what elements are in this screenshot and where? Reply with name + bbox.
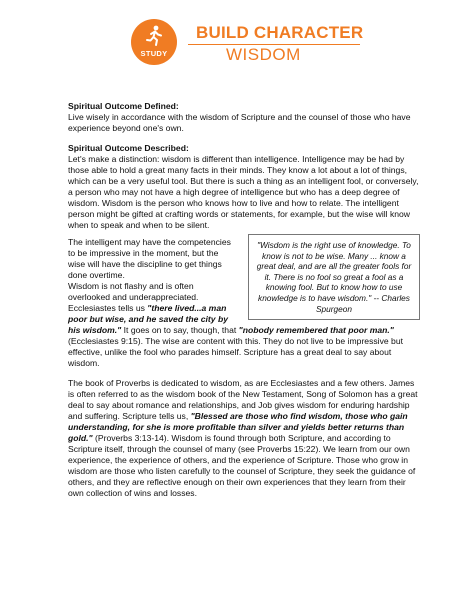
paragraph-4-text-c: (Proverbs 3:13-14). Wisdom is found through both Scripture, and according to Scripture itself, through the counsel of many (see Proverbs 15:22). We learn from our own experience, the experience of others, and the experience of Scripture. Those who grow in wisdom are those who listen carefully to the counsel of Scripture, they seek the guidance of others, and they are reflective enough on their own experiences that they learn from their own collection of wins and losses. xyxy=(68,433,416,498)
running-figure-icon xyxy=(142,24,166,48)
outcome-described-paragraph-2: The intelligent may have the competencies to be impressive in the moment, but the wise will have the discipline to get things done overtime. xyxy=(68,237,231,280)
paragraph-3-text-a: Wisdom is not flashy and is often overlooked and underappreciated. Ecclesiastes tells us xyxy=(68,281,199,313)
paragraph-3-text-c: It goes on to say, though, that xyxy=(121,325,239,335)
ecclesiastes-quote-2: "nobody remembered that poor man." xyxy=(238,325,394,335)
page-title: BUILD CHARACTER xyxy=(196,23,364,42)
spurgeon-quote-box: "Wisdom is the right use of knowledge. To know is not to be wise. Many ... know a great deal, and are all the greater fools for it. There is no fool so great a fool as a knowing fool. But to know how to use knowledge is to have wisdom." -- Charles Spurgeon xyxy=(248,234,420,320)
paragraph-1-text: Let's make a distinction: wisdom is different than intelligence. Intelligence may be had by those able to hold a great many facts in their minds. They know a lot about a lot of things, which can be a very useful tool. But there is such a thing as an intelligent fool, or conversely, a person who may not have a high degree of intelligence but who has a deep degree of wisdom. Wisdom is the person who knows how to live and how to relate. The intelligent person might be gifted at crafting words or statements, for example, but the wise will know when to speak and when to be silent. xyxy=(68,154,419,230)
badge-label: STUDY xyxy=(140,49,168,58)
study-badge xyxy=(131,19,177,65)
outcome-described-paragraph-4 xyxy=(68,378,420,499)
ecclesiastes-quote-1: "there lived...a man poor but wise, and he saved the city by his wisdom." xyxy=(68,303,228,335)
proverbs-quote: "Blessed are those who find wisdom, those who gain understanding, for she is more profitable than silver and yields better returns than gold." xyxy=(68,411,408,443)
outcome-defined-heading: Spiritual Outcome Defined: xyxy=(68,101,179,111)
paragraph-4-text-a: The book of Proverbs is dedicated to wisdom, as are Ecclesiastes and a few others. James is often referred to as the wisdom book of the New Testament, Song of Solomon has a great deal to say about romance and relationships, and Job gives wisdom for enduring hardship and suffering. Scripture tells us, xyxy=(68,378,418,421)
paragraph-3-text-e: (Ecclesiastes 9:15). The wise are content with this. They do not live to be impressive but effective, unlike the fool who parades himself. Scripture has a great deal to say about wisdom. xyxy=(68,336,404,368)
outcome-defined-text: Live wisely in accordance with the wisdom of Scripture and the counsel of those who have experience beyond one's own. xyxy=(68,112,411,133)
outcome-described-heading: Spiritual Outcome Described: xyxy=(68,143,189,153)
page-subtitle: WISDOM xyxy=(226,45,301,64)
document-body xyxy=(68,101,420,499)
outcome-described-paragraph-1 xyxy=(68,154,420,231)
page-header xyxy=(0,0,473,80)
